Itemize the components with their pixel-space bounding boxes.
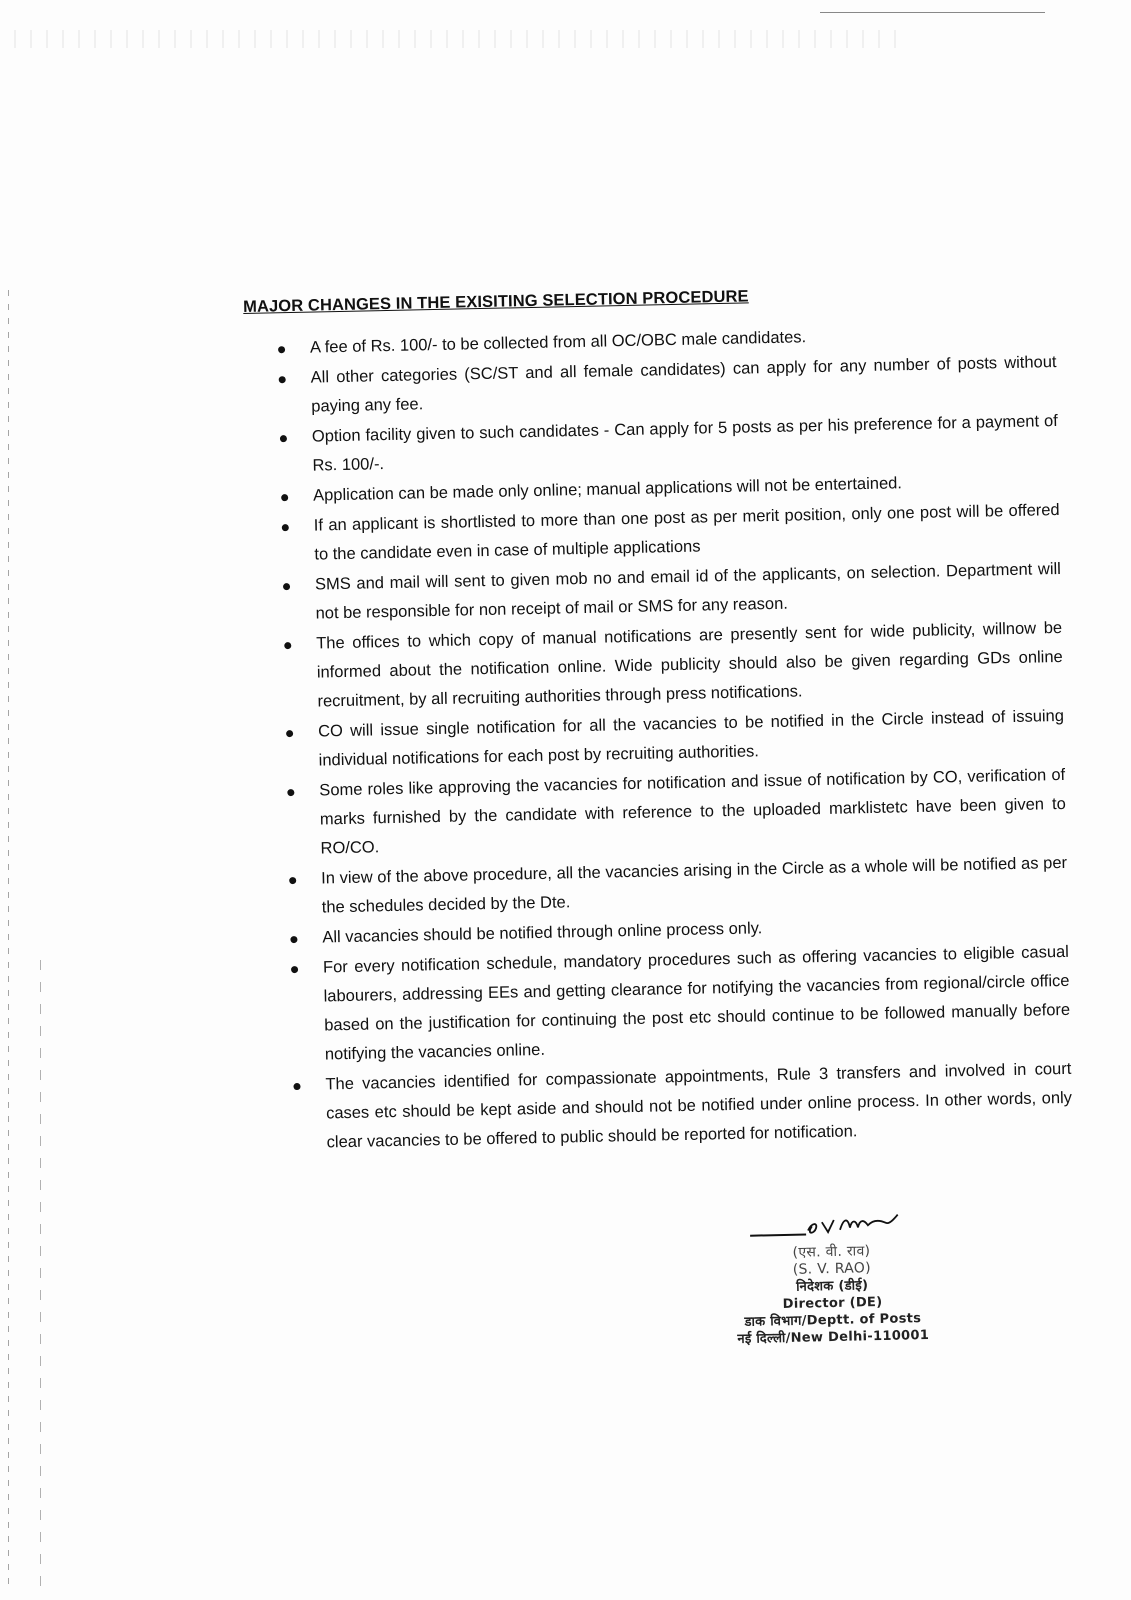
bullet-icon <box>286 730 293 737</box>
bullet-icon <box>284 642 291 649</box>
scan-artifact-edge-inner <box>40 960 41 1590</box>
bullet-icon <box>283 583 290 590</box>
bullet-icon <box>293 1083 300 1090</box>
city-address: नई दिल्ली/New Delhi-110001 <box>737 1327 930 1347</box>
list-item-text: The offices to which copy of manual notifications are presently sent for wide publicity, willnow be informed about the notification online. Wide publicity should also be given regarding GDs online recruitment, by all recruiting authorities through press notifications. <box>316 618 1063 711</box>
signatory-name-hindi: (एस. वी. राव) <box>792 1243 871 1261</box>
list-item <box>291 938 1071 1070</box>
list-item-text: Some roles like approving the vacancies for notification and issue of notification by CO, verification of marks furnished by the candidate with reference to the uploaded marklistetc have been given to RO/CO. <box>319 765 1066 858</box>
bullet-icon <box>287 789 294 796</box>
list-item-text: The vacancies identified for compassionate appointments, Rule 3 transfers and involved in court cases etc should be kept aside and should not be notified under online process. In other words, only clear vacancies to be offered to public should be reported for notification. <box>325 1059 1073 1152</box>
list-item <box>287 761 1067 864</box>
list-item-text: Option facility given to such candidates - Can apply for 5 posts as per his preference for a payment of Rs. 100/-. <box>311 411 1058 475</box>
bullet-icon <box>290 936 297 943</box>
bullet-icon <box>279 376 286 383</box>
list-item <box>293 1055 1073 1158</box>
document-body <box>243 281 1073 1160</box>
bullet-icon <box>278 346 285 353</box>
bullet-icon <box>291 966 298 973</box>
list-item-text: Application can be made only online; manual applications will not be entertained. <box>312 474 903 505</box>
list-item-text: CO will issue single notification for all the vacancies to be notified in the Circle instead of issuing individual notifications for each post by recruiting authorities. <box>317 706 1065 770</box>
signature-stamp <box>711 1206 954 1349</box>
list-item-text: If an applicant is shortlisted to more than one post as per merit position, only one post will be offered to the candidate even in case of multiple applications <box>313 500 1060 564</box>
list-item-text: A fee of Rs. 100/- to be collected from all OC/OBC male candidates. <box>309 328 807 357</box>
designation: Director (DE) <box>782 1294 883 1313</box>
list-item-text: For every notification schedule, mandatory procedures such as offering vacancies to eligible casual labourers, addressing EEs and getting clearance for notifying the vacancies from regional/circle office based on the justification for continuing the post etc should continue to be followed manually before notifying the vacancies online. <box>322 942 1071 1064</box>
department: डाक विभाग/Deptt. of Posts <box>744 1311 922 1330</box>
bullet-icon <box>281 494 288 501</box>
scan-artifact-line <box>820 12 1045 13</box>
list-item <box>284 614 1064 717</box>
list-item-text: All other categories (SC/ST and all female candidates) can apply for any number of posts without paying any fee. <box>310 352 1057 416</box>
scan-artifact-edge <box>8 290 9 1590</box>
page-title: MAJOR CHANGES IN THE EXISITING SELECTION PROCEDURE <box>243 287 749 316</box>
list-item-text: SMS and mail will sent to given mob no and email id of the applicants, on selection. Department will not be responsible for non receipt of mail or SMS for any reason. <box>314 559 1062 623</box>
signatory-name: (S. V. RAO) <box>792 1260 872 1278</box>
list-item-text: All vacancies should be notified through online process only. <box>322 919 763 947</box>
bullet-icon <box>289 877 296 884</box>
scan-artifact-noise <box>0 30 900 48</box>
designation-hindi: निदेशक (डीई) <box>795 1278 869 1295</box>
list-item-text: In view of the above procedure, all the vacancies arising in the Circle as a whole will be notified as per the schedules decided by the Dte. <box>320 853 1068 917</box>
bullet-icon <box>282 524 289 531</box>
changes-list <box>244 318 1073 1159</box>
handwritten-signature <box>746 1206 917 1244</box>
bullet-icon <box>280 435 287 442</box>
